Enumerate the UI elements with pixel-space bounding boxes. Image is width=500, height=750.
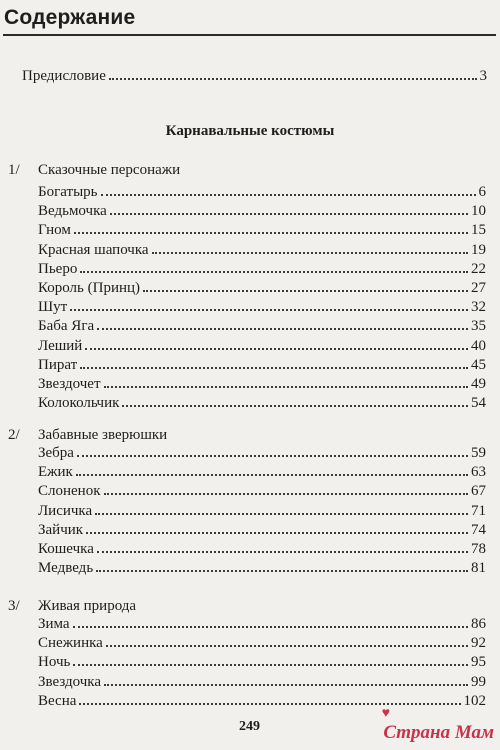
toc-entry	[38, 202, 486, 220]
toc-entry	[38, 634, 486, 652]
entry-page: 78	[471, 541, 486, 557]
entry-label: Предисловие	[22, 68, 106, 84]
section-title: Живая природа	[38, 598, 137, 614]
dot-leader	[97, 327, 468, 330]
entry-page: 59	[471, 445, 486, 461]
toc-entry	[38, 221, 486, 239]
toc-entry	[38, 298, 486, 316]
toc-entry	[38, 540, 486, 558]
dot-leader	[96, 569, 468, 572]
dot-leader	[104, 492, 469, 495]
section-number: 1/	[8, 162, 20, 178]
entry-page: 92	[471, 635, 486, 652]
entry-label: Пират	[38, 356, 78, 373]
entry-label: Ежик	[38, 464, 73, 481]
entry-label: Звездочка	[38, 673, 102, 690]
dot-leader	[109, 77, 477, 80]
toc-entry	[38, 394, 486, 412]
entry-label: Богатырь	[38, 184, 98, 200]
entry-page: 27	[471, 280, 486, 296]
dot-leader	[152, 251, 468, 254]
entry-page: 71	[471, 502, 486, 519]
entry-label: Баба Яга	[38, 318, 95, 335]
entry-label: Снежинка	[38, 635, 103, 652]
entry-label: Кошечка	[38, 541, 94, 557]
toc-entry-preface	[22, 67, 487, 85]
entry-page: 10	[471, 203, 486, 220]
entry-page: 86	[471, 616, 486, 632]
dot-leader	[80, 270, 468, 273]
entry-page: 54	[471, 395, 486, 412]
entry-label: Шут	[38, 299, 68, 316]
toc-entry	[38, 241, 486, 259]
toc-entry	[38, 375, 486, 393]
entry-label: Колокольчик	[38, 395, 120, 412]
toc-entry	[38, 337, 486, 355]
dot-leader	[70, 308, 468, 311]
dot-leader	[97, 550, 468, 553]
entry-label: Медведь	[38, 560, 94, 577]
entry-page: 40	[471, 337, 486, 354]
dot-leader	[73, 625, 468, 628]
entry-page: 45	[471, 356, 486, 373]
entry-page: 19	[471, 241, 486, 258]
dot-leader	[73, 663, 468, 666]
entry-label: Ночь	[38, 654, 71, 671]
dot-leader	[110, 212, 468, 215]
dot-leader	[143, 289, 468, 292]
entry-page: 32	[471, 299, 486, 316]
toc-entry	[38, 615, 486, 633]
entry-page: 81	[471, 560, 486, 577]
toc-entry	[38, 653, 486, 671]
entry-page: 102	[463, 692, 486, 709]
entry-page: 49	[471, 376, 486, 392]
watermark-logo: Страна Мам	[383, 722, 494, 743]
section-heading	[8, 597, 136, 615]
entry-page: 74	[471, 521, 486, 538]
entry-label: Красная шапочка	[38, 241, 149, 258]
part-title: Карнавальные костюмы	[165, 123, 335, 139]
entry-label: Слоненок	[38, 483, 101, 500]
entry-page: 6	[478, 184, 486, 200]
section-title: Сказочные персонажи	[38, 162, 181, 178]
toc-entry	[38, 260, 486, 278]
entry-page: 67	[471, 483, 486, 500]
section-number: 2/	[8, 427, 20, 443]
dot-leader	[85, 347, 468, 350]
dot-leader	[76, 473, 468, 476]
toc-entry	[38, 463, 486, 481]
toc-entry	[38, 673, 486, 691]
section-heading	[8, 426, 167, 444]
dot-leader	[95, 512, 468, 515]
toc-entry	[38, 279, 486, 297]
toc-entry	[38, 521, 486, 539]
entry-label: Весна	[38, 692, 77, 709]
dot-leader	[101, 193, 476, 196]
dot-leader	[80, 366, 468, 369]
entry-page: 15	[471, 222, 486, 239]
dot-leader	[79, 702, 460, 705]
page-number: 249	[239, 719, 260, 734]
entry-label: Звездочет	[38, 376, 101, 392]
entry-label: Гном	[38, 222, 71, 239]
heart-icon: ♥	[381, 706, 390, 721]
entry-label: Пьеро	[38, 260, 78, 277]
toc-entry	[38, 482, 486, 500]
entry-label: Зима	[38, 616, 70, 632]
toc-entry	[38, 356, 486, 374]
entry-label: Зайчик	[38, 521, 84, 538]
section-number: 3/	[8, 598, 20, 614]
entry-page: 35	[471, 318, 486, 335]
entry-page: 99	[471, 673, 486, 690]
dot-leader	[77, 454, 468, 457]
entry-label: Король (Принц)	[38, 280, 141, 296]
toc-entry	[38, 502, 486, 520]
entry-page: 63	[471, 464, 486, 481]
toc-entry	[38, 183, 486, 201]
page-title: Содержание	[4, 6, 136, 29]
entry-label: Лисичка	[38, 502, 93, 519]
dot-leader	[86, 531, 468, 534]
title-divider	[3, 34, 496, 36]
toc-entry	[38, 444, 486, 462]
toc-entry	[38, 692, 486, 710]
toc-entry	[38, 559, 486, 577]
section-title: Забавные зверюшки	[38, 427, 168, 443]
entry-page: 22	[471, 260, 486, 277]
entry-label: Леший	[38, 337, 83, 354]
dot-leader	[74, 231, 468, 234]
dot-leader	[122, 404, 468, 407]
entry-label: Ведьмочка	[38, 203, 107, 220]
dot-leader	[104, 683, 468, 686]
dot-leader	[104, 385, 468, 388]
section-heading	[8, 161, 180, 179]
entry-label: Зебра	[38, 445, 74, 461]
entry-page: 95	[471, 654, 486, 671]
toc-entry	[38, 317, 486, 335]
entry-page: 3	[479, 68, 487, 84]
dot-leader	[106, 644, 468, 647]
